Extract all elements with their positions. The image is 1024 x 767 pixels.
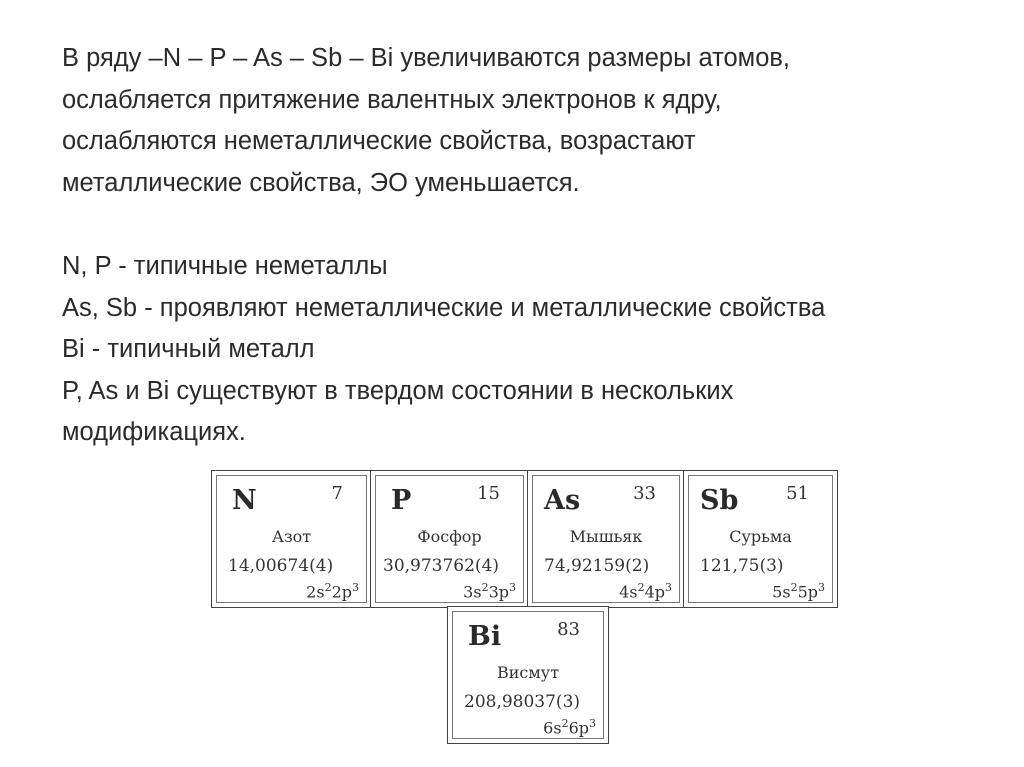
atomic-number: 7 [331, 483, 343, 504]
element-symbol: As [544, 485, 581, 516]
electron-config: $3s^23p^3$ [463, 580, 516, 601]
element-name: Фосфор [417, 527, 482, 546]
element-cell-p [370, 470, 529, 608]
text-line: ослабляются неметаллические свойства, возрастают [62, 127, 696, 156]
element-name: Висмут [496, 663, 560, 682]
text-line: В ряду –N – P – As – Sb – Bi увеличиваются размеры атомов, [62, 44, 791, 72]
electron-config: $2s^22p^3$ [306, 580, 359, 601]
text-line: P, As и Bi существуют в твердом состоянии в нескольких [62, 376, 734, 405]
element-cell-bi [447, 606, 609, 744]
text-line: Bi - типичный металл [62, 335, 315, 364]
main-text [62, 38, 1002, 454]
element-symbol: Sb [700, 485, 739, 516]
atomic-number: 51 [786, 483, 809, 504]
atomic-number: 33 [633, 483, 656, 504]
element-cell-sb [683, 470, 838, 608]
text-line: модификациях. [62, 418, 246, 447]
electron-config: $6s^26p^3$ [543, 716, 596, 737]
atomic-mass: 208,98037(3) [464, 692, 581, 712]
element-symbol: P [391, 485, 412, 516]
atomic-number: 15 [477, 483, 500, 504]
electron-config: $4s^24p^3$ [619, 580, 672, 601]
element-symbol: Bi [468, 621, 502, 652]
atomic-mass: 74,92159(2) [544, 556, 650, 576]
element-name: Сурьма [729, 527, 792, 546]
text-line: ослабляется притяжение валентных электронов к ядру, [62, 85, 722, 114]
element-name: Мышьяк [569, 527, 643, 546]
text-line: металлические свойства, ЭО уменьшается. [62, 168, 580, 197]
element-cell-n [211, 470, 372, 608]
atomic-mass: 30,973762(4) [383, 556, 500, 576]
text-line: As, Sb - проявляют неметаллические и металлические свойства [62, 293, 826, 322]
electron-config: $5s^25p^3$ [772, 580, 825, 601]
element-name: Азот [271, 527, 312, 546]
atomic-mass: 121,75(3) [700, 556, 784, 576]
element-cell-as [527, 470, 685, 608]
atomic-mass: 14,00674(4) [228, 556, 334, 576]
text-line: N, P - типичные неметаллы [62, 251, 388, 280]
element-symbol: N [232, 485, 257, 516]
atomic-number: 83 [557, 619, 580, 640]
